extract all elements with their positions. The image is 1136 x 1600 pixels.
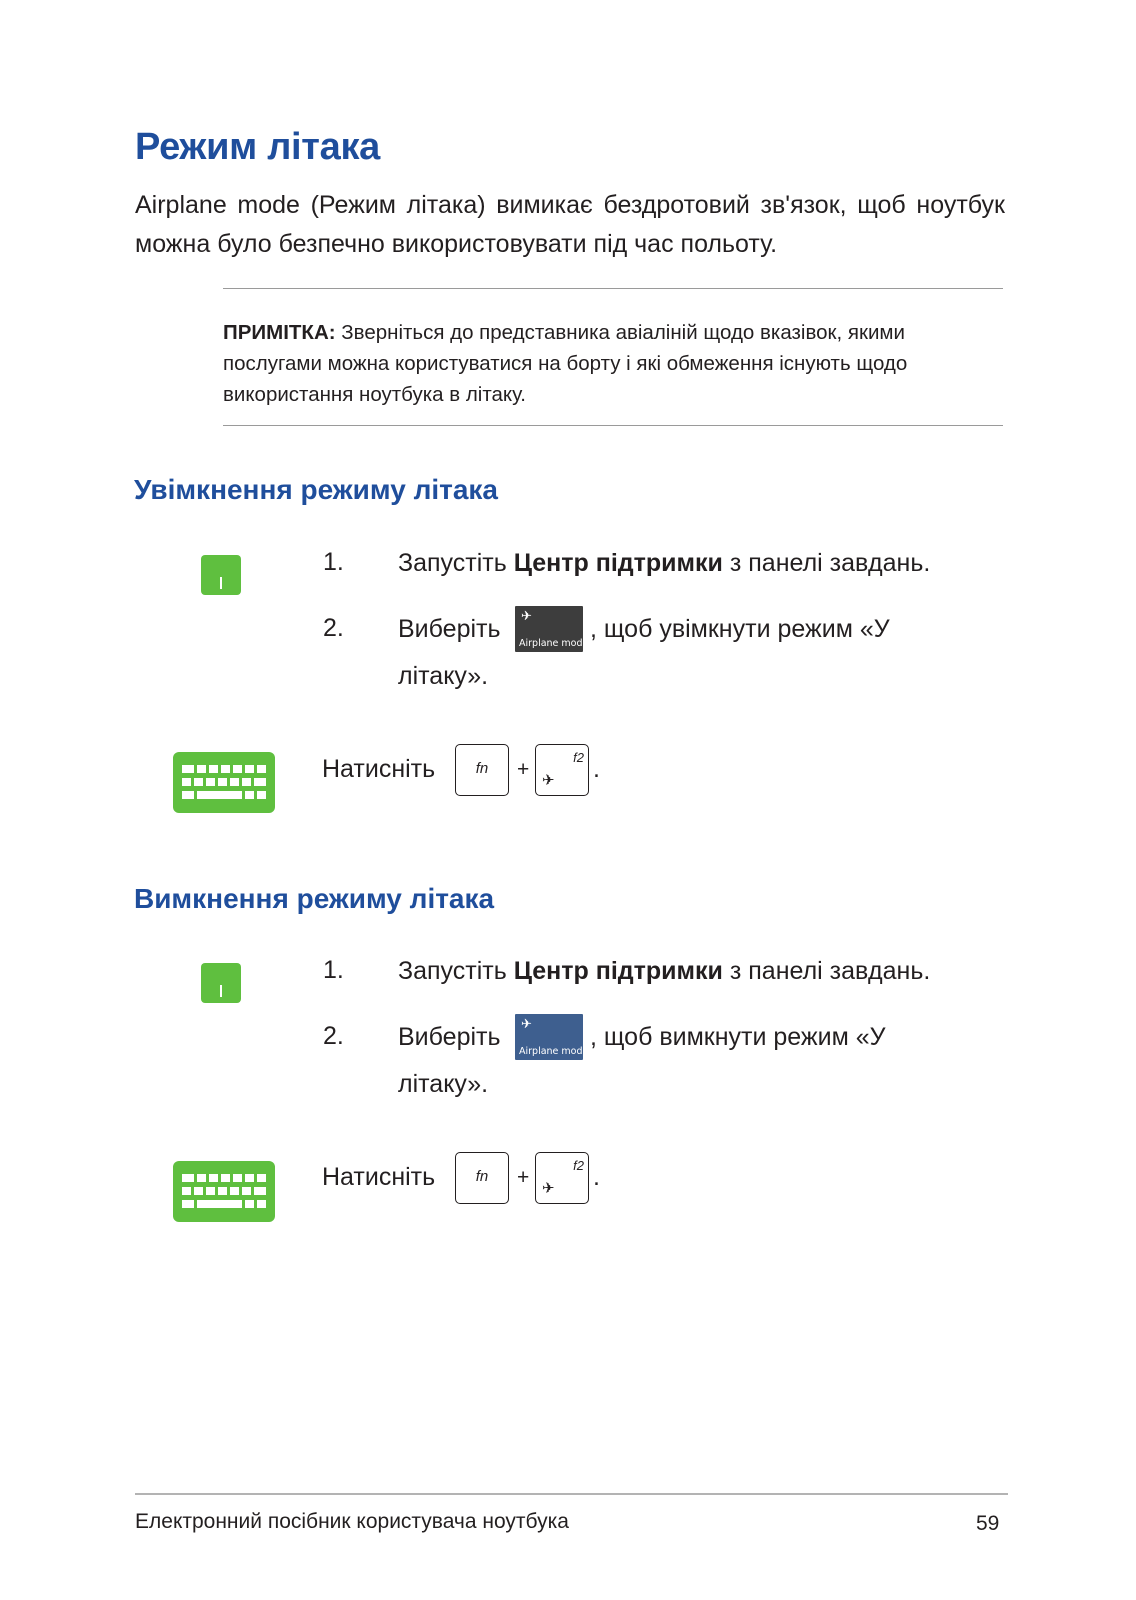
note-label: ПРИМІТКА: [223, 321, 336, 344]
step-1-text [398, 541, 930, 585]
airplane-icon: ✈ [542, 772, 555, 789]
touchscreen-icon [201, 963, 241, 1003]
plus-sign: + [517, 758, 530, 781]
action-center-label: Центр підтримки [513, 549, 723, 577]
tile-label: Airplane mode [519, 638, 589, 649]
keyboard-keys-glyph [173, 752, 275, 813]
page-title: Режим літака [135, 126, 380, 168]
footer-title: Електронний посібник користувача ноутбука [135, 1510, 569, 1533]
section-heading-enable: Увімкнення режиму літака [134, 474, 498, 505]
step-2-post: , щоб увімкнути режим «У [590, 615, 890, 643]
step-2-post: , щоб вимкнути режим «У [590, 1023, 886, 1051]
step-text-post: з панелі завдань. [722, 957, 931, 985]
press-label: Натисніть [322, 1163, 436, 1191]
touchscreen-icon [201, 555, 241, 595]
airplane-icon: ✈ [521, 608, 532, 623]
note-top-divider [223, 288, 1003, 289]
note-text: Зверніться до представника авіаліній щодо вказівок, якими послугами можна користуватися на борту і які обмеження існують щодо використання ноутбука в літаку. [223, 321, 908, 406]
airplane-mode-tile-off[interactable] [515, 606, 589, 652]
step-2-pre: Виберіть [398, 1023, 501, 1051]
press-label: Натисніть [322, 755, 436, 783]
step-text-pre: Запустіть [398, 957, 514, 985]
step-number: 1. [323, 956, 344, 984]
fn-key-label: fn [475, 760, 489, 777]
keyboard-icon [173, 752, 275, 813]
action-center-label: Центр підтримки [513, 957, 723, 985]
f2-key [535, 744, 589, 796]
airplane-icon: ✈ [521, 1016, 532, 1031]
page-number: 59 [976, 1512, 1000, 1535]
step-number: 1. [323, 548, 344, 576]
f2-key [535, 1152, 589, 1204]
footer-divider [135, 1493, 1008, 1495]
intro-paragraph: Airplane mode (Режим літака) вимикає бездротовий зв'язок, щоб ноутбук можна було безпечно використовувати під час польоту. [135, 191, 1005, 258]
keyboard-keys-glyph [173, 1161, 275, 1222]
step-2-wrap: літаку». [398, 662, 489, 690]
keyboard-icon [173, 1161, 275, 1222]
step-2-pre: Виберіть [398, 615, 501, 643]
step-1-text [398, 949, 930, 993]
fn-key [455, 744, 509, 796]
step-text-pre: Запустіть [398, 549, 514, 577]
f2-key-label: f2 [573, 750, 584, 765]
plus-sign: + [517, 1166, 530, 1189]
step-2-wrap: літаку». [398, 1070, 489, 1098]
tile-label: Airplane mode [519, 1046, 589, 1057]
fn-key [455, 1152, 509, 1204]
fn-key-label: fn [475, 1168, 489, 1185]
note-box [223, 317, 1003, 410]
step-text-post: з панелі завдань. [722, 549, 931, 577]
airplane-mode-tile-on[interactable] [515, 1014, 589, 1060]
f2-key-label: f2 [573, 1158, 584, 1173]
step-number: 2. [323, 1022, 344, 1050]
sentence-end: . [593, 755, 600, 783]
note-bottom-divider [223, 425, 1003, 426]
step-number: 2. [323, 614, 344, 642]
airplane-icon: ✈ [542, 1180, 555, 1197]
sentence-end: . [593, 1163, 600, 1191]
section-heading-disable: Вимкнення режиму літака [134, 883, 495, 914]
